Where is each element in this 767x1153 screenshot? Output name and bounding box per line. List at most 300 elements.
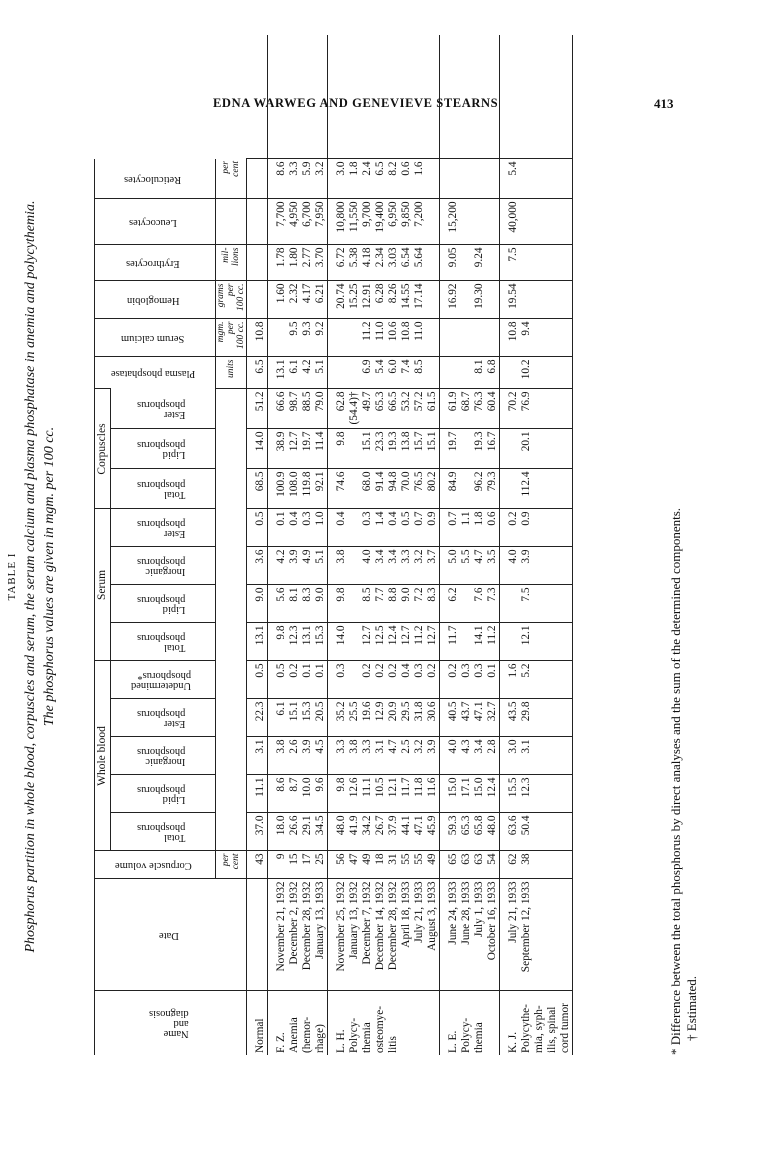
value-cell — [507, 469, 520, 509]
date-cell — [254, 879, 268, 991]
value-cell: 13.1 — [254, 623, 268, 661]
value-cell: 11.0 — [374, 319, 387, 357]
value-cell: 54 — [486, 851, 500, 879]
value-cell — [348, 585, 361, 623]
value-cell — [546, 159, 559, 199]
unit-corpuscle-volume: per cent — [216, 851, 247, 879]
col-hemoglobin: Hemoglobin — [95, 281, 216, 319]
value-cell: 3.3 — [288, 159, 301, 199]
patient-name-cell: K. J. — [507, 991, 520, 1055]
unit-plasma-phosphatase: units — [216, 357, 247, 389]
unit-hemoglobin: grams per 100 cc. — [216, 281, 247, 319]
value-cell — [335, 35, 348, 159]
value-cell: 49.7 — [361, 389, 374, 429]
value-cell — [507, 357, 520, 389]
value-cell: 0.7 — [413, 509, 426, 547]
value-cell — [533, 851, 546, 879]
value-cell: 4.18 — [361, 245, 374, 281]
table-row — [447, 35, 460, 1055]
value-cell: 8.2 — [387, 159, 400, 199]
value-cell: 65.3 — [374, 389, 387, 429]
patient-name-cell — [400, 991, 413, 1055]
value-cell — [473, 319, 486, 357]
value-cell — [275, 319, 288, 357]
value-cell: 0.1 — [314, 661, 328, 699]
table-row — [413, 35, 426, 1055]
value-cell: 3.8 — [335, 547, 348, 585]
date-cell: December 2, 1932 — [288, 879, 301, 991]
value-cell: 29.8 — [520, 699, 533, 737]
value-cell: 9.8 — [335, 585, 348, 623]
value-cell: 18 — [374, 851, 387, 879]
value-cell: 13.8 — [400, 429, 413, 469]
value-cell: 6.0 — [387, 357, 400, 389]
value-cell: 4.9 — [301, 547, 314, 585]
value-cell: 15,200 — [447, 199, 460, 245]
value-cell: 79.3 — [486, 469, 500, 509]
value-cell: 0.2 — [387, 661, 400, 699]
value-cell — [559, 469, 573, 509]
value-cell: 3.3 — [361, 737, 374, 775]
value-cell: 4.2 — [275, 547, 288, 585]
value-cell: 20.5 — [314, 699, 328, 737]
value-cell — [546, 851, 559, 879]
value-cell: 43.5 — [507, 699, 520, 737]
value-cell — [254, 159, 268, 199]
value-cell: 37.0 — [254, 813, 268, 851]
value-cell — [533, 813, 546, 851]
value-cell: 1.78 — [275, 245, 288, 281]
value-cell: 60.4 — [486, 389, 500, 429]
value-cell — [507, 35, 520, 159]
value-cell: 2.5 — [400, 737, 413, 775]
value-cell: 7.4 — [400, 357, 413, 389]
value-cell: 53.2 — [400, 389, 413, 429]
value-cell: 3.1 — [520, 737, 533, 775]
value-cell — [387, 35, 400, 159]
date-cell: April 18, 1933 — [400, 879, 413, 991]
value-cell: 91.4 — [374, 469, 387, 509]
value-cell: 11,550 — [348, 199, 361, 245]
value-cell: 18.0 — [275, 813, 288, 851]
col-c-ester: Ester phosphorus — [111, 389, 216, 429]
value-cell: 11.7 — [447, 623, 460, 661]
value-cell — [254, 245, 268, 281]
value-cell: 0.2 — [288, 661, 301, 699]
value-cell — [473, 199, 486, 245]
value-cell: 63 — [473, 851, 486, 879]
value-cell: 61.5 — [426, 389, 440, 429]
value-cell: 5.1 — [314, 357, 328, 389]
patient-name-cell: cord tumor — [559, 991, 573, 1055]
value-cell: 3.3 — [400, 547, 413, 585]
value-cell: 12.91 — [361, 281, 374, 319]
value-cell: 8.6 — [275, 159, 288, 199]
value-cell: 10.5 — [374, 775, 387, 813]
value-cell: 4.0 — [507, 547, 520, 585]
patient-name-cell: F. Z. — [275, 991, 288, 1055]
value-cell: 25 — [314, 851, 328, 879]
value-cell: 40.5 — [447, 699, 460, 737]
unit-serum-calcium: mgm. per 100 cc. — [216, 319, 247, 357]
table-row — [314, 35, 328, 1055]
value-cell — [520, 245, 533, 281]
col-s-lipid: Lipid phosphorus — [111, 585, 216, 623]
value-cell — [426, 281, 440, 319]
value-cell: 34.2 — [361, 813, 374, 851]
patient-name-cell: (hemor- — [301, 991, 314, 1055]
value-cell — [460, 281, 473, 319]
value-cell — [520, 281, 533, 319]
value-cell — [507, 585, 520, 623]
value-cell: 2.8 — [486, 737, 500, 775]
value-cell — [546, 245, 559, 281]
col-reticulocytes: Reticulocytes — [95, 159, 216, 199]
value-cell — [288, 35, 301, 159]
value-cell: 6.21 — [314, 281, 328, 319]
value-cell: 3.6 — [254, 547, 268, 585]
col-corpuscle-volume: Corpuscle volume — [95, 851, 216, 879]
value-cell — [546, 661, 559, 699]
value-cell: 12.9 — [374, 699, 387, 737]
value-cell: 3.2 — [314, 159, 328, 199]
value-cell — [546, 813, 559, 851]
value-cell — [559, 851, 573, 879]
value-cell — [533, 281, 546, 319]
value-cell — [546, 35, 559, 159]
value-cell: 9,700 — [361, 199, 374, 245]
value-cell — [335, 357, 348, 389]
value-cell: 1.60 — [275, 281, 288, 319]
col-c-lipid: Lipid phosphorus — [111, 429, 216, 469]
col-wb-lipid: Lipid phosphorus — [111, 775, 216, 813]
value-cell: 61.9 — [447, 389, 460, 429]
col-serum-calcium: Serum calcium — [95, 319, 216, 357]
value-cell: 5.0 — [447, 547, 460, 585]
value-cell: 8.8 — [387, 585, 400, 623]
value-cell — [460, 623, 473, 661]
value-cell: 80.2 — [426, 469, 440, 509]
value-cell — [546, 319, 559, 357]
col-date: Date — [95, 879, 247, 991]
value-cell — [520, 159, 533, 199]
value-cell: 49 — [426, 851, 440, 879]
value-cell: 11.1 — [254, 775, 268, 813]
value-cell: 8.6 — [275, 775, 288, 813]
value-cell — [546, 547, 559, 585]
value-cell: 0.6 — [486, 509, 500, 547]
value-cell: 0.3 — [460, 661, 473, 699]
value-cell: 16.7 — [486, 429, 500, 469]
value-cell: 23.3 — [374, 429, 387, 469]
date-cell: November 21, 1932 — [275, 879, 288, 991]
value-cell — [546, 585, 559, 623]
value-cell: 10.0 — [301, 775, 314, 813]
value-cell — [460, 357, 473, 389]
value-cell — [426, 319, 440, 357]
value-cell — [460, 159, 473, 199]
value-cell: 10,800 — [335, 199, 348, 245]
footnote-undetermined: * Difference between the total phosphorus by direct analyses and the sum of the determined components. — [668, 507, 683, 1055]
patient-name-cell — [486, 991, 500, 1055]
value-cell — [559, 623, 573, 661]
value-cell — [546, 623, 559, 661]
value-cell — [559, 199, 573, 245]
value-cell: 47 — [348, 851, 361, 879]
value-cell: 88.5 — [301, 389, 314, 429]
table-subcaption: The phosphorus values are given in mgm. per 100 cc. — [42, 426, 57, 727]
value-cell: 76.5 — [413, 469, 426, 509]
value-cell: 19.7 — [447, 429, 460, 469]
value-cell: 5.9 — [301, 159, 314, 199]
value-cell: 12.7 — [288, 429, 301, 469]
value-cell: 62 — [507, 851, 520, 879]
value-cell: 8.5 — [413, 357, 426, 389]
value-cell — [533, 357, 546, 389]
value-cell: 51.2 — [254, 389, 268, 429]
value-cell: 7.3 — [486, 585, 500, 623]
date-cell: July 21, 1933 — [413, 879, 426, 991]
value-cell: 3.4 — [374, 547, 387, 585]
value-cell — [559, 547, 573, 585]
patient-name-cell: mia, syph- — [533, 991, 546, 1055]
value-cell: 3.9 — [426, 737, 440, 775]
date-cell: June 28, 1933 — [460, 879, 473, 991]
value-cell: 0.6 — [400, 159, 413, 199]
unit-reticulocytes: per cent — [216, 159, 247, 199]
value-cell: 5.4 — [374, 357, 387, 389]
value-cell: 7.5 — [520, 585, 533, 623]
value-cell: 3.1 — [374, 737, 387, 775]
table-row — [361, 35, 374, 1055]
value-cell: 65.8 — [473, 813, 486, 851]
value-cell: 59.3 — [447, 813, 460, 851]
value-cell: 56 — [335, 851, 348, 879]
value-cell: 6.28 — [374, 281, 387, 319]
page-number: 413 — [654, 96, 674, 111]
value-cell — [486, 199, 500, 245]
value-cell: 41.9 — [348, 813, 361, 851]
date-cell: August 3, 1933 — [426, 879, 440, 991]
value-cell — [400, 35, 413, 159]
value-cell — [559, 585, 573, 623]
col-wb-total: Total phosphorus — [111, 813, 216, 851]
value-cell: 6.1 — [288, 357, 301, 389]
value-cell: 79.0 — [314, 389, 328, 429]
value-cell: 10.8 — [507, 319, 520, 357]
value-cell — [413, 35, 426, 159]
value-cell: 1.8 — [473, 509, 486, 547]
value-cell — [348, 357, 361, 389]
value-cell: 11.6 — [426, 775, 440, 813]
value-cell — [533, 159, 546, 199]
value-cell — [520, 199, 533, 245]
value-cell: 6.8 — [486, 357, 500, 389]
value-cell: 2.4 — [361, 159, 374, 199]
value-cell: 25.5 — [348, 699, 361, 737]
value-cell: 3.8 — [275, 737, 288, 775]
value-cell: 1.1 — [460, 509, 473, 547]
value-cell: 7.7 — [374, 585, 387, 623]
value-cell — [559, 319, 573, 357]
value-cell — [559, 775, 573, 813]
value-cell: 70.0 — [400, 469, 413, 509]
value-cell: 31.8 — [413, 699, 426, 737]
value-cell — [426, 159, 440, 199]
value-cell: 29.5 — [400, 699, 413, 737]
value-cell — [546, 389, 559, 429]
group-serum: Serum — [95, 509, 111, 661]
value-cell: 2.77 — [301, 245, 314, 281]
value-cell — [361, 35, 374, 159]
value-cell: 100.9 — [275, 469, 288, 509]
col-s-inorganic: Inorganic phosphorus — [111, 547, 216, 585]
value-cell: 65.3 — [460, 813, 473, 851]
value-cell: 15.0 — [447, 775, 460, 813]
value-cell — [507, 623, 520, 661]
value-cell — [559, 159, 573, 199]
value-cell — [486, 319, 500, 357]
value-cell — [275, 35, 288, 159]
value-cell: 9.8 — [335, 775, 348, 813]
value-cell: 8.3 — [426, 585, 440, 623]
value-cell: 3.3 — [335, 737, 348, 775]
value-cell — [447, 35, 460, 159]
value-cell: 9.2 — [314, 319, 328, 357]
value-cell — [486, 281, 500, 319]
value-cell — [559, 813, 573, 851]
value-cell — [460, 245, 473, 281]
col-leucocytes: Leucocytes — [95, 199, 216, 245]
value-cell: 19.7 — [301, 429, 314, 469]
value-cell: 19.54 — [507, 281, 520, 319]
value-cell: 5.1 — [314, 547, 328, 585]
value-cell — [348, 661, 361, 699]
table-row — [374, 35, 387, 1055]
value-cell: 20.9 — [387, 699, 400, 737]
value-cell — [426, 357, 440, 389]
value-cell — [254, 35, 268, 159]
value-cell: 6.1 — [275, 699, 288, 737]
value-cell: 15.1 — [426, 429, 440, 469]
value-cell: 5.4 — [507, 159, 520, 199]
value-cell: 3.8 — [348, 737, 361, 775]
value-cell — [254, 281, 268, 319]
date-cell: December 14, 1932 — [374, 879, 387, 991]
col-c-total: Total phosphorus — [111, 469, 216, 509]
value-cell — [335, 319, 348, 357]
date-cell: January 13, 1933 — [314, 879, 328, 991]
value-cell: 12.1 — [520, 623, 533, 661]
value-cell — [546, 281, 559, 319]
value-cell: 62.8 — [335, 389, 348, 429]
value-cell — [546, 357, 559, 389]
value-cell: 55 — [413, 851, 426, 879]
value-cell: 11.7 — [400, 775, 413, 813]
value-cell: 34.5 — [314, 813, 328, 851]
value-cell — [460, 199, 473, 245]
value-cell — [533, 469, 546, 509]
value-cell: 22.3 — [254, 699, 268, 737]
value-cell: 4.17 — [301, 281, 314, 319]
value-cell — [533, 699, 546, 737]
value-cell: 12.4 — [387, 623, 400, 661]
value-cell — [348, 429, 361, 469]
value-cell: 12.4 — [486, 775, 500, 813]
col-s-total: Total phosphorus — [111, 623, 216, 661]
value-cell — [426, 35, 440, 159]
value-cell: 1.80 — [288, 245, 301, 281]
value-cell: 15.5 — [507, 775, 520, 813]
value-cell: 9.3 — [301, 319, 314, 357]
value-cell: 15.7 — [413, 429, 426, 469]
value-cell: 10.8 — [254, 319, 268, 357]
value-cell: 3.2 — [413, 737, 426, 775]
value-cell: 2.34 — [374, 245, 387, 281]
value-cell: 17 — [301, 851, 314, 879]
value-cell: 3.7 — [426, 547, 440, 585]
value-cell: 0.2 — [361, 661, 374, 699]
value-cell: 7.6 — [473, 585, 486, 623]
value-cell: 76.9 — [520, 389, 533, 429]
table-row — [520, 35, 533, 1055]
value-cell: 11.1 — [361, 775, 374, 813]
value-cell: 55 — [400, 851, 413, 879]
value-cell: 0.9 — [426, 509, 440, 547]
value-cell — [348, 623, 361, 661]
value-cell: 47.1 — [413, 813, 426, 851]
value-cell — [348, 35, 361, 159]
value-cell: 3.4 — [387, 547, 400, 585]
table-row — [387, 35, 400, 1055]
value-cell: 43.7 — [460, 699, 473, 737]
date-cell: December 28, 1932 — [301, 879, 314, 991]
col-name: Name and diagnosis — [95, 991, 247, 1055]
value-cell: 15.25 — [348, 281, 361, 319]
value-cell — [348, 319, 361, 357]
value-cell — [546, 199, 559, 245]
value-cell — [348, 547, 361, 585]
value-cell: 3.9 — [520, 547, 533, 585]
value-cell: 66.6 — [275, 389, 288, 429]
value-cell: 8.5 — [361, 585, 374, 623]
patient-name-cell: L. E. — [447, 991, 460, 1055]
value-cell: 70.2 — [507, 389, 520, 429]
value-cell: 26.7 — [374, 813, 387, 851]
value-cell: 74.6 — [335, 469, 348, 509]
value-cell — [460, 429, 473, 469]
date-cell: November 25, 1932 — [335, 879, 348, 991]
value-cell: 68.7 — [460, 389, 473, 429]
value-cell: 19.3 — [387, 429, 400, 469]
value-cell: 11.2 — [413, 623, 426, 661]
table-row — [460, 35, 473, 1055]
value-cell: 6.5 — [374, 159, 387, 199]
value-cell: 5.2 — [520, 661, 533, 699]
value-cell — [486, 35, 500, 159]
value-cell: 9 — [275, 851, 288, 879]
value-cell: 9.05 — [447, 245, 460, 281]
value-cell: 12.3 — [520, 775, 533, 813]
value-cell — [447, 159, 460, 199]
value-cell: 0.3 — [301, 509, 314, 547]
col-erythrocytes: Erythrocytes — [95, 245, 216, 281]
footnotes — [668, 508, 700, 1055]
table-row — [335, 35, 348, 1055]
value-cell — [559, 429, 573, 469]
value-cell: 68.5 — [254, 469, 268, 509]
value-cell: 35.2 — [335, 699, 348, 737]
